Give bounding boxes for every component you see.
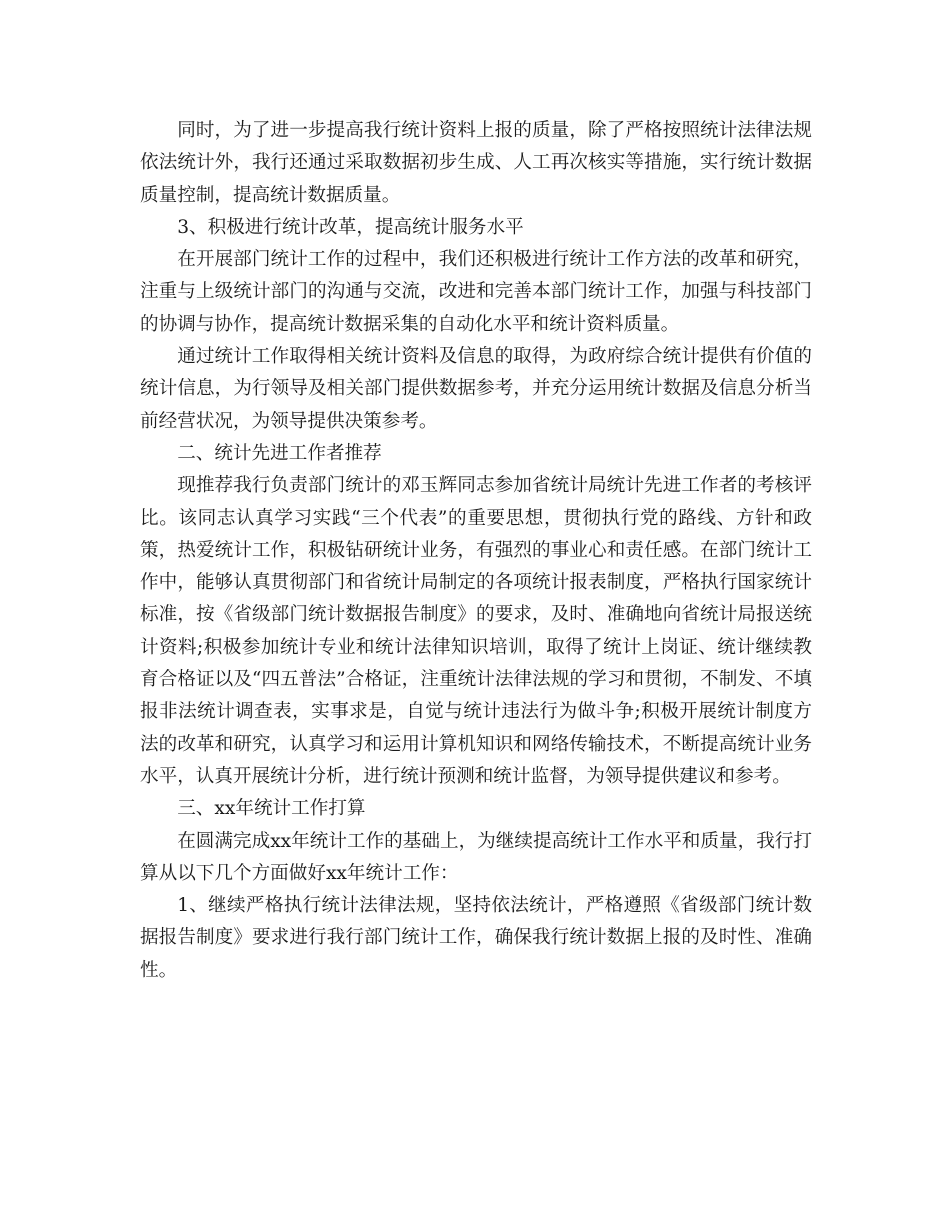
paragraph-plan-intro: 在圆满完成xx年统计工作的基础上，为继续提高统计工作水平和质量，我行打算从以下几个方面做好xx年统计工作： [140,830,812,884]
paragraph-plan-item-1: 1、继续严格执行统计法律法规，坚持依法统计，严格遵照《省级部门统计数据报告制度》要求进行我行部门统计工作，确保我行统计数据上报的及时性、准确性。 [140,895,812,981]
paragraph-worker-recommendation: 现推荐我行负责部门统计的邓玉辉同志参加省统计局统计先进工作者的考核评比。该同志认真学习实践“三个代表”的重要思想，贯彻执行党的路线、方针和政策，热爱统计工作，积极钻研统计业务，有强烈的事业心和责任感。在部门统计工作中，能够认真贯彻部门和省统计局制定的各项统计报表制度，严格执行国家统计标准，按《省级部门统计数据报告制度》的要求，及时、准确地向省统计局报送统计资料;积极参加统计专业和统计法律知识培训，取得了统计上岗证、统计继续教育合格证以及“四五普法”合格证，注重统计法律法规的学习和贯彻，不制发、不填报非法统计调查表，实事求是，自觉与统计违法行为做斗争;积极开展统计制度方法的改革和研究，认真学习和运用计算机知识和网络传输技术，不断提高统计业务水平，认真开展统计分析，进行统计预测和统计监督，为领导提供建议和参考。 [140,475,812,787]
heading-advanced-worker: 二、统计先进工作者推荐 [177,442,382,464]
paragraph-reform-research: 在开展部门统计工作的过程中，我们还积极进行统计工作方法的改革和研究，注重与上级统计部门的沟通与交流，改进和完善本部门统计工作，加强与科技部门的协调与协作，提高统计数据采集的自动化水平和统计资料质量。 [140,249,812,335]
paragraph-data-quality: 同时，为了进一步提高我行统计资料上报的质量，除了严格按照统计法律法规依法统计外，我行还通过采取数据初步生成、人工再次核实等措施，实行统计数据质量控制，提高统计数据质量。 [140,120,812,206]
paragraph-information-use: 通过统计工作取得相关统计资料及信息的取得，为政府综合统计提供有价值的统计信息，为行领导及相关部门提供数据参考，并充分运用统计数据及信息分析当前经营状况，为领导提供决策参考。 [140,346,812,432]
heading-work-plan: 三、xx年统计工作打算 [177,798,366,820]
heading-statistics-reform: 3、积极进行统计改革，提高统计服务水平 [177,216,524,238]
document-body [140,115,812,987]
